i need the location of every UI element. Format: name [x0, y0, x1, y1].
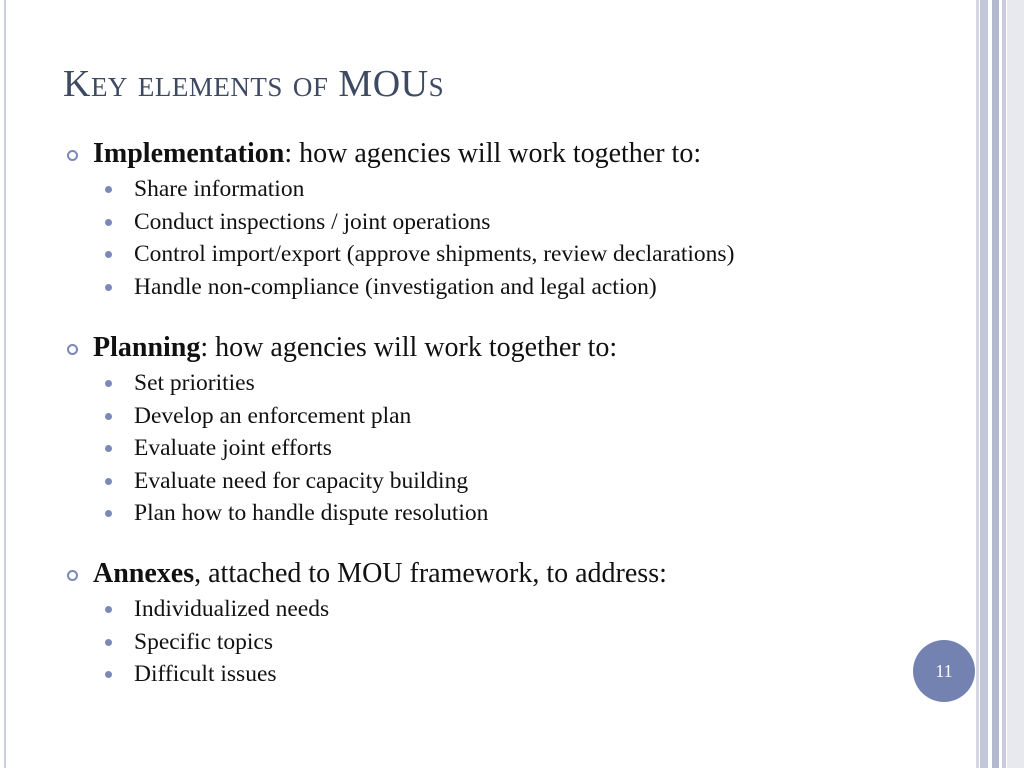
list-item-text: Share information [134, 176, 305, 202]
section-heading [64, 558, 964, 596]
right-stripe-decoration [976, 0, 1024, 768]
section-annexes [64, 558, 964, 694]
stripe [976, 0, 979, 768]
list-item-text: Evaluate joint efforts [134, 435, 332, 461]
section-term: Implementation [93, 138, 285, 169]
list-item-text: Difficult issues [134, 661, 277, 687]
dot-bullet-icon [105, 510, 112, 517]
stripe [1007, 0, 1024, 768]
ring-bullet-icon [67, 150, 78, 161]
list-item [64, 661, 964, 694]
stripe [1002, 0, 1006, 768]
list-item-text: Specific topics [134, 628, 274, 655]
list-item [64, 435, 964, 468]
dot-bullet-icon [105, 639, 112, 646]
dot-bullet-icon [105, 445, 112, 452]
section-heading [64, 332, 964, 370]
dot-bullet-icon [105, 284, 112, 291]
dot-bullet-icon [105, 380, 112, 387]
sub-list [64, 596, 964, 694]
section-description: , attached to MOU framework, to address: [194, 558, 667, 589]
section-description: : how agencies will work together to: [284, 138, 702, 169]
ring-bullet-icon [67, 570, 78, 581]
section-implementation [64, 138, 964, 306]
list-item-text: Handle non-compliance (investigation and legal action) [134, 273, 657, 300]
list-item [64, 176, 964, 209]
list-item [64, 468, 964, 501]
section-heading-text [93, 138, 701, 170]
list-item-text: Evaluate need for capacity building [134, 467, 469, 494]
stripe [980, 0, 988, 768]
ring-bullet-icon [67, 344, 78, 355]
list-item [64, 403, 964, 436]
dot-bullet-icon [105, 251, 112, 258]
list-item [64, 596, 964, 629]
section-planning [64, 332, 964, 533]
stripe [992, 0, 999, 768]
dot-bullet-icon [105, 478, 112, 485]
page-number: 11 [935, 660, 953, 681]
section-term: Planning [93, 332, 201, 363]
dot-bullet-icon [105, 671, 112, 678]
section-term: Annexes [93, 558, 195, 589]
page-number-badge [913, 640, 975, 702]
section-heading [64, 138, 964, 176]
list-item [64, 500, 964, 533]
section-heading-text [93, 558, 667, 590]
dot-bullet-icon [105, 186, 112, 193]
dot-bullet-icon [105, 413, 112, 420]
slide-title: Key elements of MOUs [63, 63, 445, 105]
dot-bullet-icon [105, 219, 112, 226]
section-description: : how agencies will work together to: [200, 332, 618, 363]
dot-bullet-icon [105, 606, 112, 613]
list-item [64, 370, 964, 403]
list-item-text: Plan how to handle dispute resolution [134, 500, 489, 526]
list-item-text: Control import/export (approve shipments, review declarations) [134, 241, 735, 267]
list-item [64, 241, 964, 274]
list-item-text: Set priorities [134, 370, 255, 396]
section-heading-text [93, 332, 617, 364]
list-item-text: Conduct inspections / joint operations [134, 208, 491, 235]
list-item-text: Develop an enforcement plan [134, 402, 412, 429]
list-item [64, 274, 964, 307]
sub-list [64, 176, 964, 306]
sub-list [64, 370, 964, 533]
list-item-text: Individualized needs [134, 596, 330, 622]
list-item [64, 209, 964, 242]
left-border-decoration [0, 0, 6, 768]
list-item [64, 629, 964, 662]
